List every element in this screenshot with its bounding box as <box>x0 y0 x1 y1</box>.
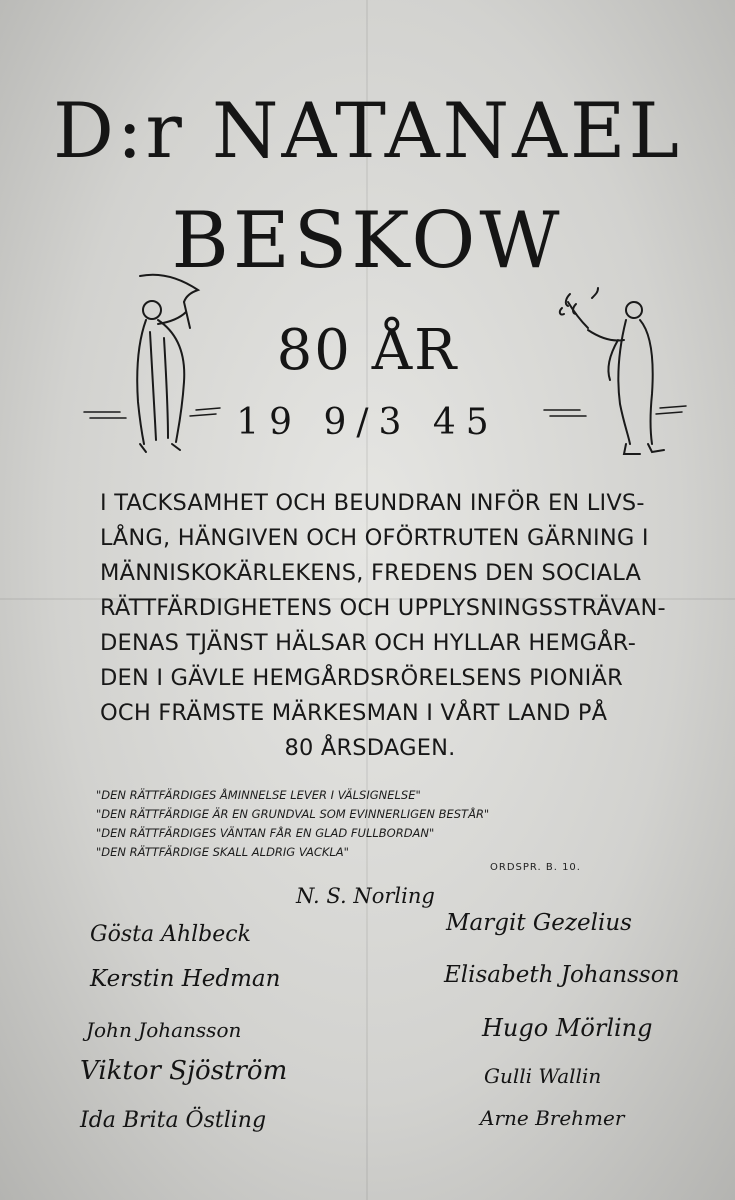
quote-line: "DEN RÄTTFÄRDIGES ÅMINNELSE LEVER I VÄLSIGNELSE" <box>96 788 421 802</box>
age-heading: 80 ÅR <box>276 318 459 383</box>
title-line-2: BESKOW <box>171 196 564 286</box>
torch-bearer-figure-illustration <box>80 262 230 462</box>
quote-line: "DEN RÄTTFÄRDIGES VÄNTAN FÅR EN GLAD FULLBORDAN" <box>96 826 435 840</box>
tribute-line: MÄNNISKOKÄRLEKENS, FREDENS DEN SOCIALA <box>100 560 642 586</box>
signature: Viktor Sjöström <box>80 1056 288 1086</box>
signature: Elisabeth Johansson <box>444 962 680 988</box>
tribute-line: DENAS TJÄNST HÄLSAR OCH HYLLAR HEMGÅR- <box>100 630 637 656</box>
quote-line: "DEN RÄTTFÄRDIGE SKALL ALDRIG VACKLA" <box>96 845 349 859</box>
quote-line: "DEN RÄTTFÄRDIGE ÄR EN GRUNDVAL SOM EVINNERLIGEN BESTÅR" <box>96 807 490 821</box>
signature: Ida Brita Östling <box>80 1108 267 1133</box>
signature: Gulli Wallin <box>484 1064 602 1088</box>
tribute-line: I TACKSAMHET OCH BEUNDRAN INFÖR EN LIVS- <box>100 490 645 516</box>
tribute-line: 80 ÅRSDAGEN. <box>284 735 456 761</box>
tribute-text <box>100 486 666 766</box>
tribute-line: OCH FRÄMSTE MÄRKESMAN I VÅRT LAND PÅ <box>100 700 608 726</box>
tribute-line: RÄTTFÄRDIGHETENS OCH UPPLYSNINGSSTRÄVAN- <box>100 595 666 621</box>
signature: John Johansson <box>86 1018 242 1042</box>
signature: Margit Gezelius <box>446 910 632 936</box>
tribute-line: LÅNG, HÄNGIVEN OCH OFÖRTRUTEN GÄRNING I <box>100 525 649 551</box>
title-line-1: D:r NATANAEL <box>52 86 682 175</box>
tribute-line: DEN I GÄVLE HEMGÅRDSRÖRELSENS PIONIÄR <box>100 665 623 691</box>
signature: N. S. Norling <box>296 884 435 908</box>
date-line: 19 9/3 45 <box>236 402 499 443</box>
bible-reference: ORDSPR. B. 10. <box>490 862 581 873</box>
signature: Gösta Ahlbeck <box>90 922 251 947</box>
signature: Kerstin Hedman <box>90 966 281 992</box>
branch-bearer-figure-illustration <box>540 284 690 464</box>
signature: Hugo Mörling <box>482 1014 653 1042</box>
proverb-quotes <box>96 786 616 862</box>
signature: Arne Brehmer <box>480 1106 625 1130</box>
